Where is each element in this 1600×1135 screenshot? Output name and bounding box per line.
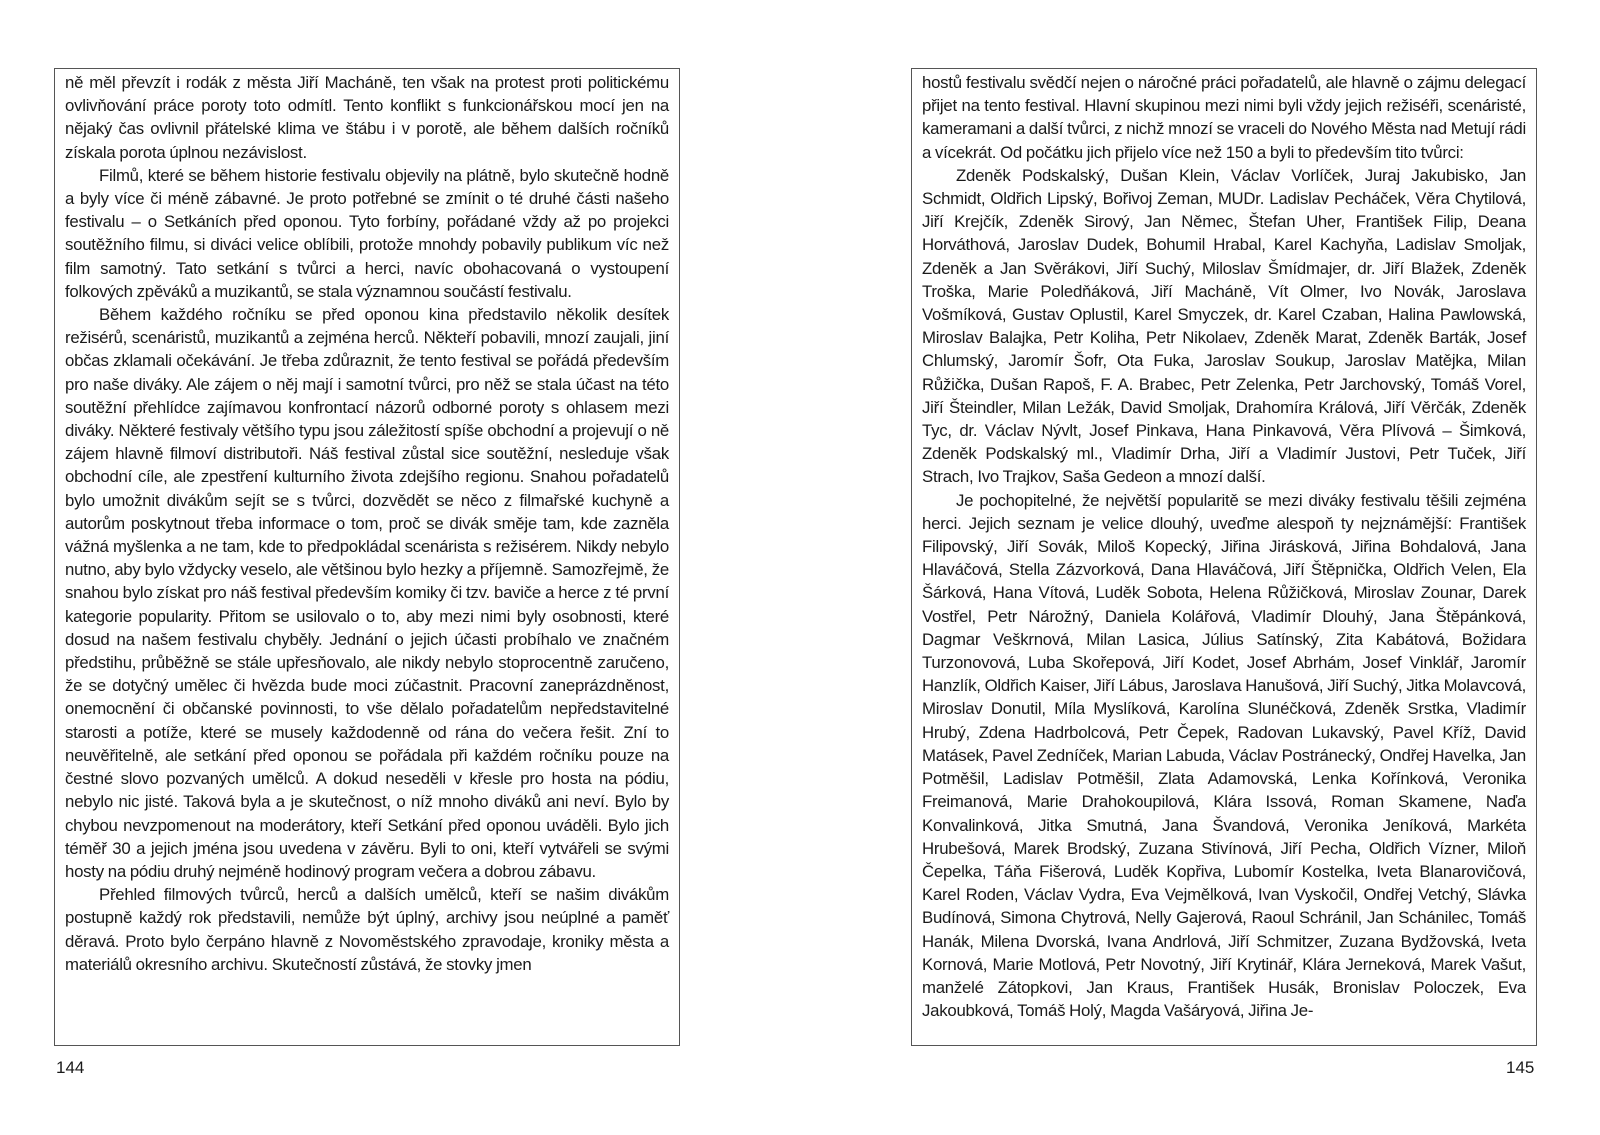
page-number-left: 144 bbox=[56, 1058, 85, 1077]
page-number-right: 145 bbox=[1506, 1058, 1535, 1077]
left-paragraph-4: Přehled filmových tvůrců, herců a dalších umělců, kteří se našim divákům postupně každý rok představili, nemůže být úplný, archivy jsou neúplné a paměť děravá. Proto bylo čerpáno hlavně z Novoměstského zpravodaje, kroniky města a materiálů okresního archivu. Skutečností zůstává, že stovky jmen bbox=[65, 885, 669, 974]
left-paragraph-1: ně měl převzít i rodák z města Jiří Macháně, ten však na protest proti politickému ovlivňování práce poroty toto odmítl. Tento konflikt s funkcionářskou mocí jen na nějaký čas ovlivnil přátelské klima ve štábu i v porotě, ale během dalších ročníků získala porota úplnou nezávislost. bbox=[65, 73, 669, 162]
right-paragraph-1: hostů festivalu svědčí nejen o náročné práci pořadatelů, ale hlavně o zájmu delegací přijet na tento festival. Hlavní skupinou mezi nimi byli vždy jejich režiséři, scenáristé, kameramani a další tvůrci, z nichž mnozí se vraceli do Nového Města nad Metují rádi a vícekrát. Od počátku jich přijelo více než 150 a byli to především tito tvůrci: bbox=[922, 73, 1526, 162]
right-page-text-block bbox=[911, 68, 1537, 1046]
left-page-text-block bbox=[54, 68, 680, 1046]
left-paragraph-2: Filmů, které se během historie festivalu objevily na plátně, bylo skutečně hodně a byly více či méně zábavné. Je proto potřebné se zmínit o té druhé části našeho festivalu – o Setkáních před oponou. Tyto forbíny, pořádané vždy až po projekci soutěžního filmu, si diváci velice oblíbili, protože mnohdy pobavily publikum víc než film samotný. Tato setkání s tvůrci a herci, navíc obohacovaná o vystoupení folkových zpěváků a muzikantů, se stala významnou součástí festivalu. bbox=[65, 165, 669, 301]
right-paragraph-3: Je pochopitelné, že největší popularitě se mezi diváky festivalu těšili zejména herci. Jejich seznam je velice dlouhý, uveďme alespoň ty nejznámější: František Filipovský, Jiří Sovák, Miloš Kopecký, Jiřina Jirásková, Jiřina Bohdalová, Jana Hlaváčová, Stella Zázvorková, Dana Hlaváčová, Jiří Štěpnička, Oldřich Velen, Ela Šárková, Hana Vítová, Luděk Sobota, Helena Růžičková, Miroslav Zounar, Darek Vostřel, Petr Nárožný, Daniela Kolářová, Vladimír Dlouhý, Jana Štěpánková, Dagmar Veškrnová, Milan Lasica, Július Satínský, Zita Kabátová, Božidara Turzonovová, Luba Skořepová, Jiří Kodet, Josef Abrhám, Josef Vinklář, Jaromír Hanzlík, Oldřich Kaiser, Jiří Lábus, Jaroslava Hanušová, Jiří Suchý, Jitka Molavcová, Miroslav Donutil, Míla Myslíková, Karolína Slunéčková, Zdeněk Srstka, Vladimír Hrubý, Zdena Hadrbolcová, Petr Čepek, Radovan Lukavský, Pavel Kříž, David Matásek, Pavel Zedníček, Marian Labuda, Václav Postránecký, Ondřej Havelka, Jan Potměšil, Ladislav Potměšil, Zlata Adamovská, Lenka Kořínková, Veronika Freimanová, Marie Drahokoupilová, Klára Issová, Roman Skamene, Naďa Konvalinková, Jitka Smutná, Jana Švandová, Veronika Jeníková, Markéta Hrubešová, Marek Brodský, Zuzana Stivínová, Jiří Pecha, Oldřich Vízner, Miloň Čepelka, Táňa Fišerová, Luděk Kopřiva, Lubomír Kostelka, Iveta Blanarovičová, Karel Roden, Václav Vydra, Eva Vejmělková, Ivan Vyskočil, Ondřej Vetchý, Slávka Budínová, Simona Chytrová, Nelly Gajerová, Raoul Schránil, Jan Schánilec, Tomáš Hanák, Milena Dvorská, Ivana Andrlová, Jiří Schmitzer, Zuzana Bydžovská, Iveta Kornová, Marie Motlová, Petr Novotný, Jiří Krytinář, Klára Jerneková, Marek Vašut, manželé Zátopkovi, Jan Kraus, František Husák, Bronislav Poloczek, Eva Jakoubková, Tomáš Holý, Magda Vašáryová, Jiřina Je- bbox=[922, 490, 1526, 1021]
right-paragraph-2: Zdeněk Podskalský, Dušan Klein, Václav Vorlíček, Juraj Jakubisko, Jan Schmidt, Oldřich Lipský, Bořivoj Zeman, MUDr. Ladislav Pecháček, Věra Chytilová, Jiří Krejčík, Zdeněk Sirový, Jan Němec, Štefan Uher, František Filip, Deana Horváthová, Jaroslav Dudek, Bohumil Hrabal, Karel Kachyňa, Ladislav Smoljak, Zdeněk a Jan Svěrákovi, Jiří Suchý, Miloslav Šmídmajer, dr. Jiří Blažek, Zdeněk Troška, Marie Poledňáková, Jiří Macháně, Vít Olmer, Ivo Novák, Jaroslava Vošmíková, Gustav Oplustil, Karel Smyczek, dr. Karel Czaban, Halina Pawlowská, Miroslav Balajka, Petr Koliha, Petr Nikolaev, Zdeněk Marat, Zdeněk Barták, Josef Chlumský, Jaromír Šofr, Ota Fuka, Jaroslav Soukup, Jaroslav Matějka, Milan Růžička, Dušan Rapoš, F. A. Brabec, Petr Zelenka, Petr Jarchovský, Tomáš Vorel, Jiří Šteindler, Milan Ležák, David Smoljak, Drahomíra Králová, Jiří Věrčák, Zdeněk Tyc, dr. Václav Nývlt, Josef Pinkava, Hana Pinkavová, Věra Plívová – Šimková, Zdeněk Podskalský ml., Vladimír Drha, Jiří a Vladimír Justovi, Petr Tuček, Jiří Strach, Ivo Trajkov, Saša Gedeon a mnozí další. bbox=[922, 165, 1526, 487]
left-paragraph-3: Během každého ročníku se před oponou kina představilo několik desítek režisérů, scenáristů, muzikantů a zejména herců. Někteří pobavili, mnozí zaujali, jiní občas zklamali očekávání. Je třeba zdůraznit, že tento festival se pořádá především pro naše diváky. Ale zájem o něj mají i samotní tvůrci, pro něž se stala účast na této soutěžní přehlídce zajímavou konfrontací názorů odborné poroty s ohlasem mezi diváky. Některé festivaly většího typu jsou záležitostí spíše obchodní a projevují o ně zájem hlavně filmoví distributoři. Náš festival zůstal sice soutěžní, nesleduje však obchodní cíle, ale zpestření kulturního života zdejšího regionu. Snahou pořadatelů bylo umožnit divákům sejít se s tvůrci, dozvědět se něco z filmařské kuchyně a autorům poskytnout třeba informace o tom, proč se divák směje tam, kde zazněla vážná myšlenka a ne tam, kde to předpokládal scenárista s režisérem. Nikdy nebylo nutno, aby bylo vždycky veselo, ale většinou bylo hezky a příjemně. Samozřejmě, že snahou bylo získat pro náš festival především komiky či tzv. baviče a herce z té první kategorie popularity. Přitom se usilovalo o to, aby mezi nimi byly osobnosti, které dosud na našem festivalu chyběly. Jednání o jejich účasti probíhalo ve značném předstihu, průběžně se stále upřesňovalo, ale nikdy nebylo stoprocentně zaručeno, že se dotyčný umělec či hvězda bude moci zúčastnit. Pracovní zaneprázdněnost, onemocnění či občanské povinnosti, to vše dělalo pořadatelům nepředstavitelné starosti a potíže, které se musely každodenně od rána do večera řešit. Zní to neuvěřitelně, ale setkání před oponou se pořádala při každém ročníku pouze na čestné slovo pozvaných umělců. A dokud neseděli v křesle pro hosta na pódiu, nebylo nic jisté. Taková byla a je skutečnost, o níž mnoho diváků ani neví. Bylo by chybou nevzpomenout na moderátory, kteří Setkání před oponou uváděli. Bylo jich téměř 30 a jejich jména jsou uvedena v závěru. Byli to oni, kteří vytvářeli se svými hosty na pódiu druhý nejméně hodinový program večera a dobrou zábavu. bbox=[65, 305, 669, 881]
